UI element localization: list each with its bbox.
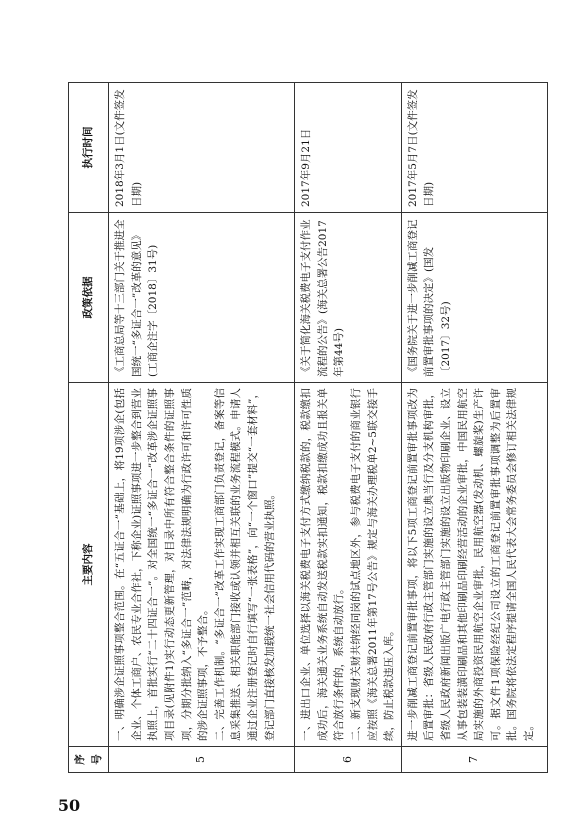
page-number: 50 <box>57 796 81 815</box>
table-row <box>109 83 295 773</box>
policy-table-container <box>68 83 535 773</box>
policy-table <box>68 82 548 773</box>
header-basis: 政策依据 <box>69 213 109 383</box>
row-policy-basis: 《国务院关于进一步削减工商登记前置审批事项的决定》(国发〔2017〕32号) <box>401 213 547 383</box>
content-paragraph: 一、进出口企业、单位选择以海关税费电子支付方式缴纳税款的，税款缴扣成功后，海关通关业务系统自动发送税款实扣通知，税款扣缴成功且报关单符合放行条件的，系统自动放行。 <box>300 388 346 741</box>
content-paragraph: 二、新支现财关财共纳经同岗的试点地区外，参与税费电子支付的商业银行应按照《海关总署2011年第17号公告》规定与海关办理税单2~5联交接手续，防止税款违压入库。 <box>349 388 396 741</box>
content-paragraph: 一、明确涉企证照事项整合范围。在“五证合一”基础上，将19项涉企(包括企业、个体工商户、农民专业合作社，下称企业)证照事项进一步整合到营业执照上，首批实行“二十四证合一”。对全国统一“多证合一”改革涉企证照事项目录(见附件1)实行动态更新管理，对目录中所有符合整合条件的证照事项，分期分批纳入“多证合一”范畴，对法律法规明确为行政许可和许可性质的涉企证照事项，不予整合。 <box>114 388 210 741</box>
row-content <box>109 383 295 747</box>
row-policy-basis: 《工商总局等十三部门关于推进全国统一“多证合一”改革的意见》(工商企注字〔2018〕31号) <box>109 213 295 383</box>
header-date: 执行时间 <box>69 83 109 213</box>
table-header-row <box>69 83 109 773</box>
header-index: 序号 <box>69 747 109 773</box>
row-effective-date: 2017年5月7日(文件签发日期) <box>401 83 547 213</box>
content-paragraph: 进一步削减工商登记前置审批事项，将以下5项工商登记前置审批事项改为后置审批：省级人民政府行政主管部门实施的设立典当行及分支机构审批，省级人民政府新闻出版广电行政主管部门实施的设立出版物印刷企业、设立从事包装装潢印刷品和其他印刷品印刷经营活动的企业审批，中国民用航空局实施的外商投资民用航空企业审批，民用航空器(发动机、螺旋桨)生产许可。据文件1项保险经纪公司设立的工商登记前置审批事项调整为后置审批。国务院将依法定程序提请全国人民代表大会常务委员会修订相关法律规定。 <box>406 388 535 741</box>
table-row <box>295 83 402 773</box>
row-index: 7 <box>401 747 547 773</box>
row-effective-date: 2018年3月1日(文件签发日期) <box>109 83 295 213</box>
row-index: 5 <box>109 747 295 773</box>
header-content: 主要内容 <box>69 383 109 747</box>
table-row <box>401 83 547 773</box>
row-content <box>401 383 547 747</box>
row-effective-date: 2017年9月21日 <box>295 83 402 213</box>
row-content <box>295 383 402 747</box>
content-paragraph: 二、完善工作机制。“多证合一”改革工作实现工商部门负责登记，备案等信息采集推送、相关职能部门接收或认领并相互关联的业务流程模式。申请人通过企业注册登记时自行填写“一张表格”，向“一个窗口”提交“一套材料”，登记部门直接核发加载统一社会信用代码的营业执照。 <box>213 388 276 741</box>
row-policy-basis: 《关于简化海关税费电子支付作业流程的公告》(海关总署公告2017年第44号) <box>295 213 402 383</box>
row-index: 6 <box>295 747 402 773</box>
